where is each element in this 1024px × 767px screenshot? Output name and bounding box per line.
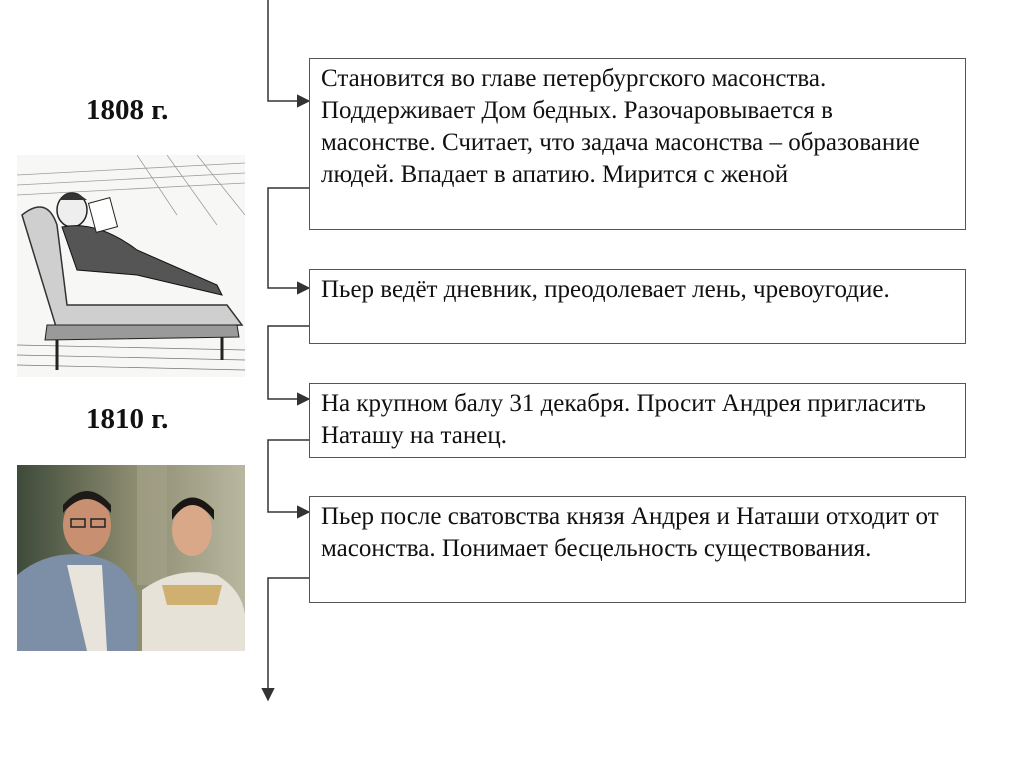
connector-segment	[268, 0, 309, 101]
connector-segment	[268, 326, 309, 399]
event-text-3: На крупном балу 31 декабря. Просит Андрея пригласить Наташу на танец.	[321, 390, 926, 449]
arrow-down-icon	[268, 578, 309, 700]
event-text-1: Становится во главе петербургского масонства. Поддерживает Дом бедных. Разочаровывается в масонстве. Считает, что задача масонства – образование людей. Впадает в апатию. Мирится с женой	[321, 65, 920, 188]
connector-segment	[268, 188, 309, 288]
event-box-4	[309, 496, 966, 603]
year-label-1810: 1810 г.	[86, 403, 169, 435]
event-text-2: Пьер ведёт дневник, преодолевает лень, чревоугодие.	[321, 276, 890, 303]
film-still-photo	[17, 465, 245, 651]
event-box-2	[309, 269, 966, 344]
event-text-4: Пьер после сватовства князя Андрея и Наташи отходит от масонства. Понимает бесцельность существования.	[321, 503, 939, 562]
event-box-3	[309, 383, 966, 458]
connector-segment	[268, 440, 309, 512]
year-label-1808: 1808 г.	[86, 94, 169, 126]
event-box-1	[309, 58, 966, 230]
reclining-man-engraving	[17, 155, 245, 377]
